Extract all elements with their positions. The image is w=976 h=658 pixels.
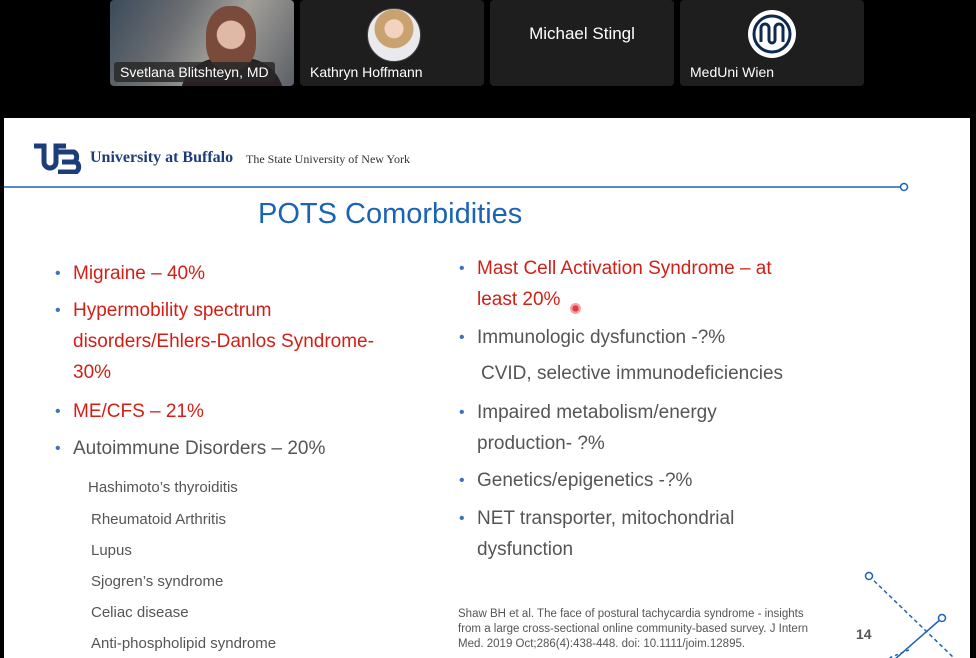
autoimmune-subitem: Anti-phospholipid syndrome xyxy=(91,635,277,652)
institution-subtitle: The State University of New York xyxy=(246,152,410,166)
bullet-net-transporter: • NET transporter, mitochondrial dysfunction xyxy=(477,503,734,565)
bullet-dot-icon: • xyxy=(459,510,465,527)
bullet-dot-icon: • xyxy=(459,472,465,489)
bullet-immunologic: • Immunologic dysfunction -?% xyxy=(477,322,725,353)
decorative-lines-icon xyxy=(854,570,964,658)
bullet-genetics: • Genetics/epigenetics -?% xyxy=(477,465,692,496)
institution-name: University at Buffalo xyxy=(90,149,234,166)
ub-logo-icon xyxy=(32,142,88,174)
autoimmune-subitem: Hashimoto’s thyroiditis xyxy=(88,479,238,496)
participant-name: MedUni Wien xyxy=(690,64,775,80)
participant-name: Kathryn Hoffmann xyxy=(310,64,423,80)
bullet-mecfs: • ME/CFS – 21% xyxy=(73,396,204,427)
bullet-dot-icon: • xyxy=(459,404,465,421)
bullet-autoimmune: • Autoimmune Disorders – 20% xyxy=(73,433,325,464)
citation: Shaw BH et al. The face of postural tachycardia syndrome - insights from a large cross-sectional online community-based survey. J Intern Med. 2019 Oct;286(4):438-448. doi: 10.1111/joim.12895. xyxy=(458,608,809,650)
meduni-logo-icon xyxy=(748,10,796,58)
bullet-dot-icon: • xyxy=(55,440,61,457)
laser-pointer-icon xyxy=(570,303,581,314)
bullet-metabolism: • Impaired metabolism/energy production- ?% xyxy=(477,397,717,459)
slide-title: POTS Comorbidities xyxy=(258,198,523,230)
slide-page-number: 14 xyxy=(856,626,872,642)
bullet-hypermobility: • Hypermobility spectrum disorders/Ehlers-Danlos Syndrome- 30% xyxy=(73,295,374,388)
bullet-dot-icon: • xyxy=(459,260,465,277)
bullet-dot-icon: • xyxy=(55,265,61,282)
autoimmune-subitem: Sjogren’s syndrome xyxy=(91,573,224,590)
participant-tile-svetlana[interactable] xyxy=(110,0,294,86)
bullet-dot-icon: • xyxy=(55,403,61,420)
autoimmune-subitem: Lupus xyxy=(91,542,132,559)
immunologic-subitem: CVID, selective immunodeficiencies xyxy=(481,363,784,384)
autoimmune-subitem: Rheumatoid Arthritis xyxy=(91,511,227,528)
participant-avatar xyxy=(367,8,421,62)
participant-name: Svetlana Blitshteyn, MD xyxy=(114,62,275,82)
bullet-dot-icon: • xyxy=(55,302,61,319)
presentation-slide xyxy=(4,118,970,658)
participant-name: Michael Stingl xyxy=(529,24,635,43)
bullet-migraine: • Migraine – 40% xyxy=(73,258,205,289)
header-divider xyxy=(4,182,970,194)
bullet-dot-icon: • xyxy=(459,329,465,346)
participant-tile-michael[interactable] xyxy=(490,0,674,86)
autoimmune-subitem: Celiac disease xyxy=(91,604,189,621)
participant-tile-meduni[interactable] xyxy=(680,0,864,86)
participant-face xyxy=(206,6,256,70)
participant-tile-kathryn[interactable] xyxy=(300,0,484,86)
bullet-mast-cell: • Mast Cell Activation Syndrome – at least 20% xyxy=(477,253,772,315)
